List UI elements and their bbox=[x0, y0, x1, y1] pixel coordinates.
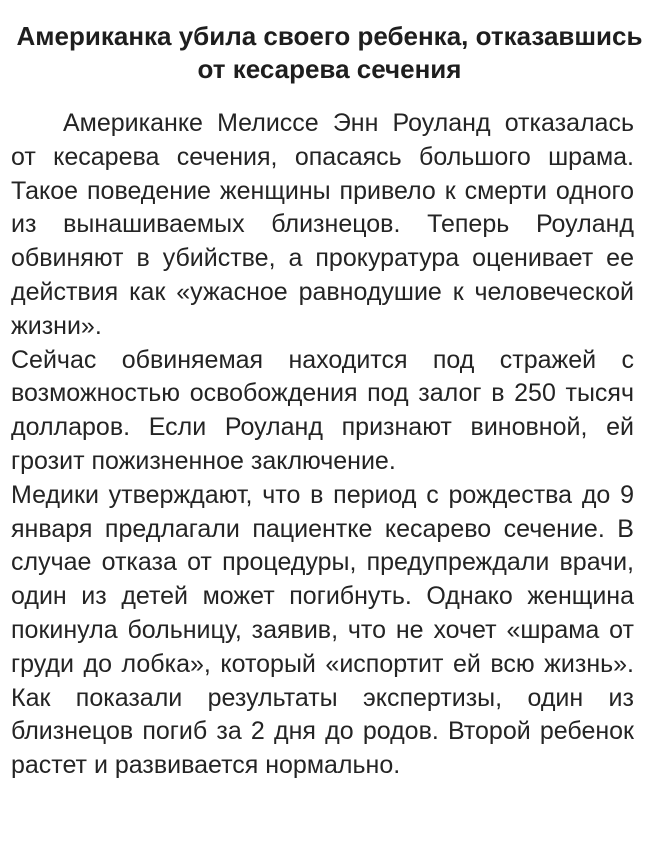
article-title bbox=[0, 20, 659, 86]
article-title-line-2: от кесарева сечения bbox=[197, 54, 462, 84]
article-paragraph-2: Сейчас обвиняемая находится под стражей с возможностью освобождения под залог в 250 тысяч долларов. Если Роуланд признают виновной, ей грозит пожизненное заключение. bbox=[11, 345, 634, 475]
article-paragraph-1: Американке Мелиссе Энн Роуланд отказалась от кесарева сечения, опасаясь большого шрама. Такое поведение женщины привело к смерти одного из вынашиваемых близнецов. Теперь Роуланд обвиняют в убийстве, а прокуратура оценивает ее действия как «ужасное равнодушие к человеческой жизни». bbox=[11, 109, 634, 340]
article-paragraph-3: Медики утверждают, что в период с рождества до 9 января предлагали пациентке кесарево сечение. В случае отказа от процедуры, предупреждали врачи, один из детей может погибнуть. Однако женщина покинула больницу, заявив, что не хочет «шрама от груди до лобка», который «испортит ей всю жизнь». Как показали результаты экспертизы, один из близнецов погиб за 2 дня до родов. Второй ребенок растет и развивается нормально. bbox=[11, 480, 634, 780]
article-body bbox=[11, 107, 634, 783]
article-title-line-1: Американка убила своего ребенка, отказавшись bbox=[16, 21, 643, 51]
